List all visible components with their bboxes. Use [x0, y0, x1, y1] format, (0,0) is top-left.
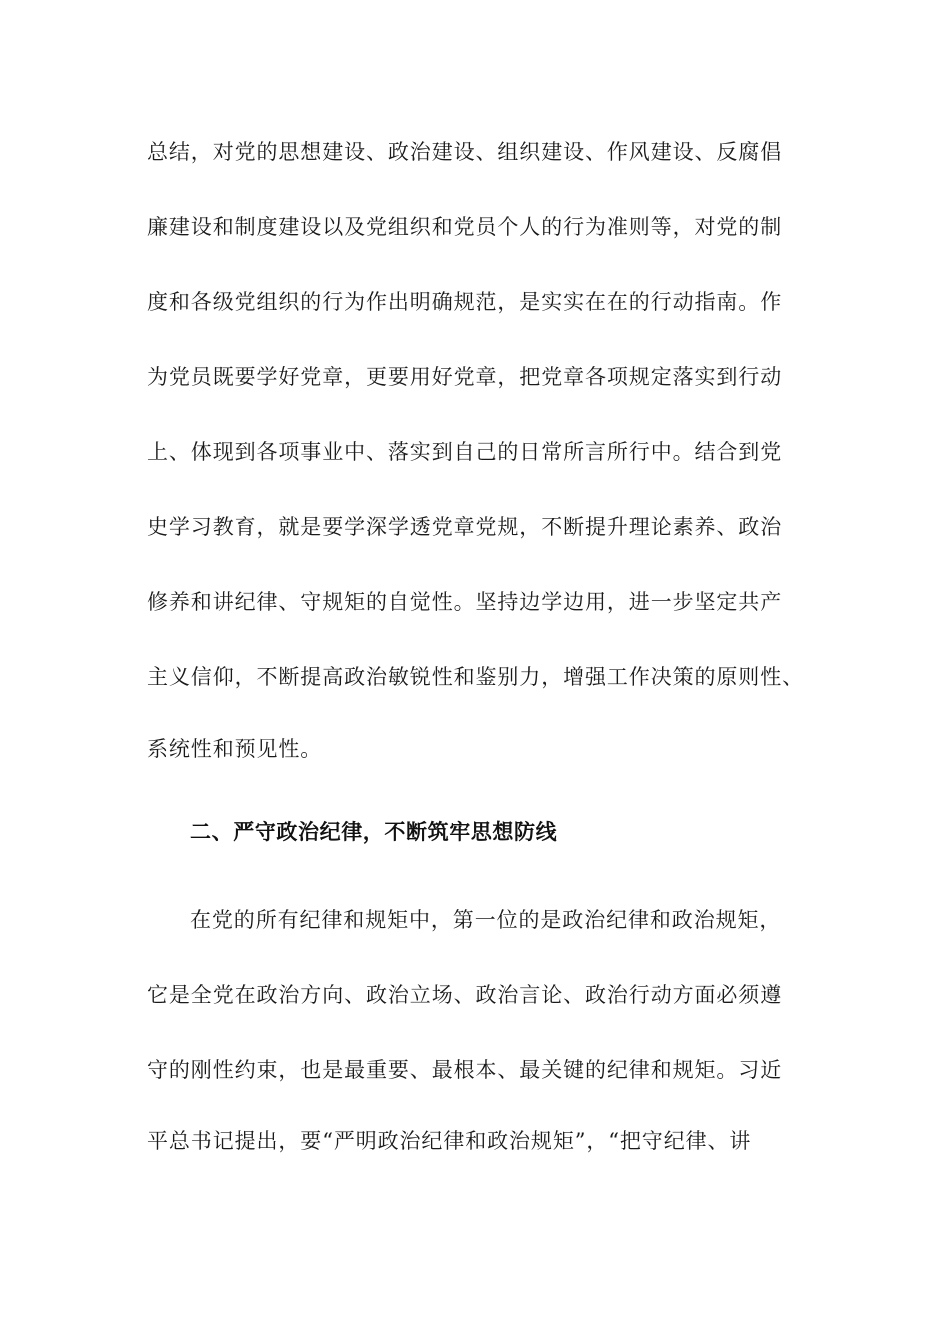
section-heading: 二、严守政治纪律，不断筑牢思想防线	[190, 820, 558, 844]
paragraph-line: 平总书记提出，要“严明政治纪律和政治规矩”，“把守纪律、讲	[147, 1129, 752, 1153]
paragraph-line: 廉建设和制度建设以及党组织和党员个人的行为准则等，对党的制	[147, 215, 783, 239]
paragraph-line: 在党的所有纪律和规矩中，第一位的是政治纪律和政治规矩，	[190, 908, 782, 932]
paragraph-line: 修养和讲纪律、守规矩的自觉性。坚持边学边用，进一步坚定共产	[147, 590, 783, 614]
paragraph-line: 系统性和预见性。	[147, 737, 323, 761]
paragraph-line: 度和各级党组织的行为作出明确规范，是实实在在的行动指南。作	[147, 290, 783, 314]
paragraph-line: 守的刚性约束，也是最重要、最根本、最关键的纪律和规矩。习近	[147, 1058, 783, 1082]
paragraph-line: 史学习教育，就是要学深学透党章党规，不断提升理论素养、政治	[147, 515, 783, 539]
paragraph-line: 为党员既要学好党章，更要用好党章，把党章各项规定落实到行动	[147, 365, 783, 389]
paragraph-line: 上、体现到各项事业中、落实到自己的日常所言所行中。结合到党	[147, 440, 783, 464]
paragraph-line: 它是全党在政治方向、政治立场、政治言论、政治行动方面必须遵	[147, 983, 783, 1007]
paragraph-line: 主义信仰，不断提高政治敏锐性和鉴别力，增强工作决策的原则性、	[147, 665, 804, 689]
paragraph-line: 总结，对党的思想建设、政治建设、组织建设、作风建设、反腐倡	[147, 140, 783, 164]
